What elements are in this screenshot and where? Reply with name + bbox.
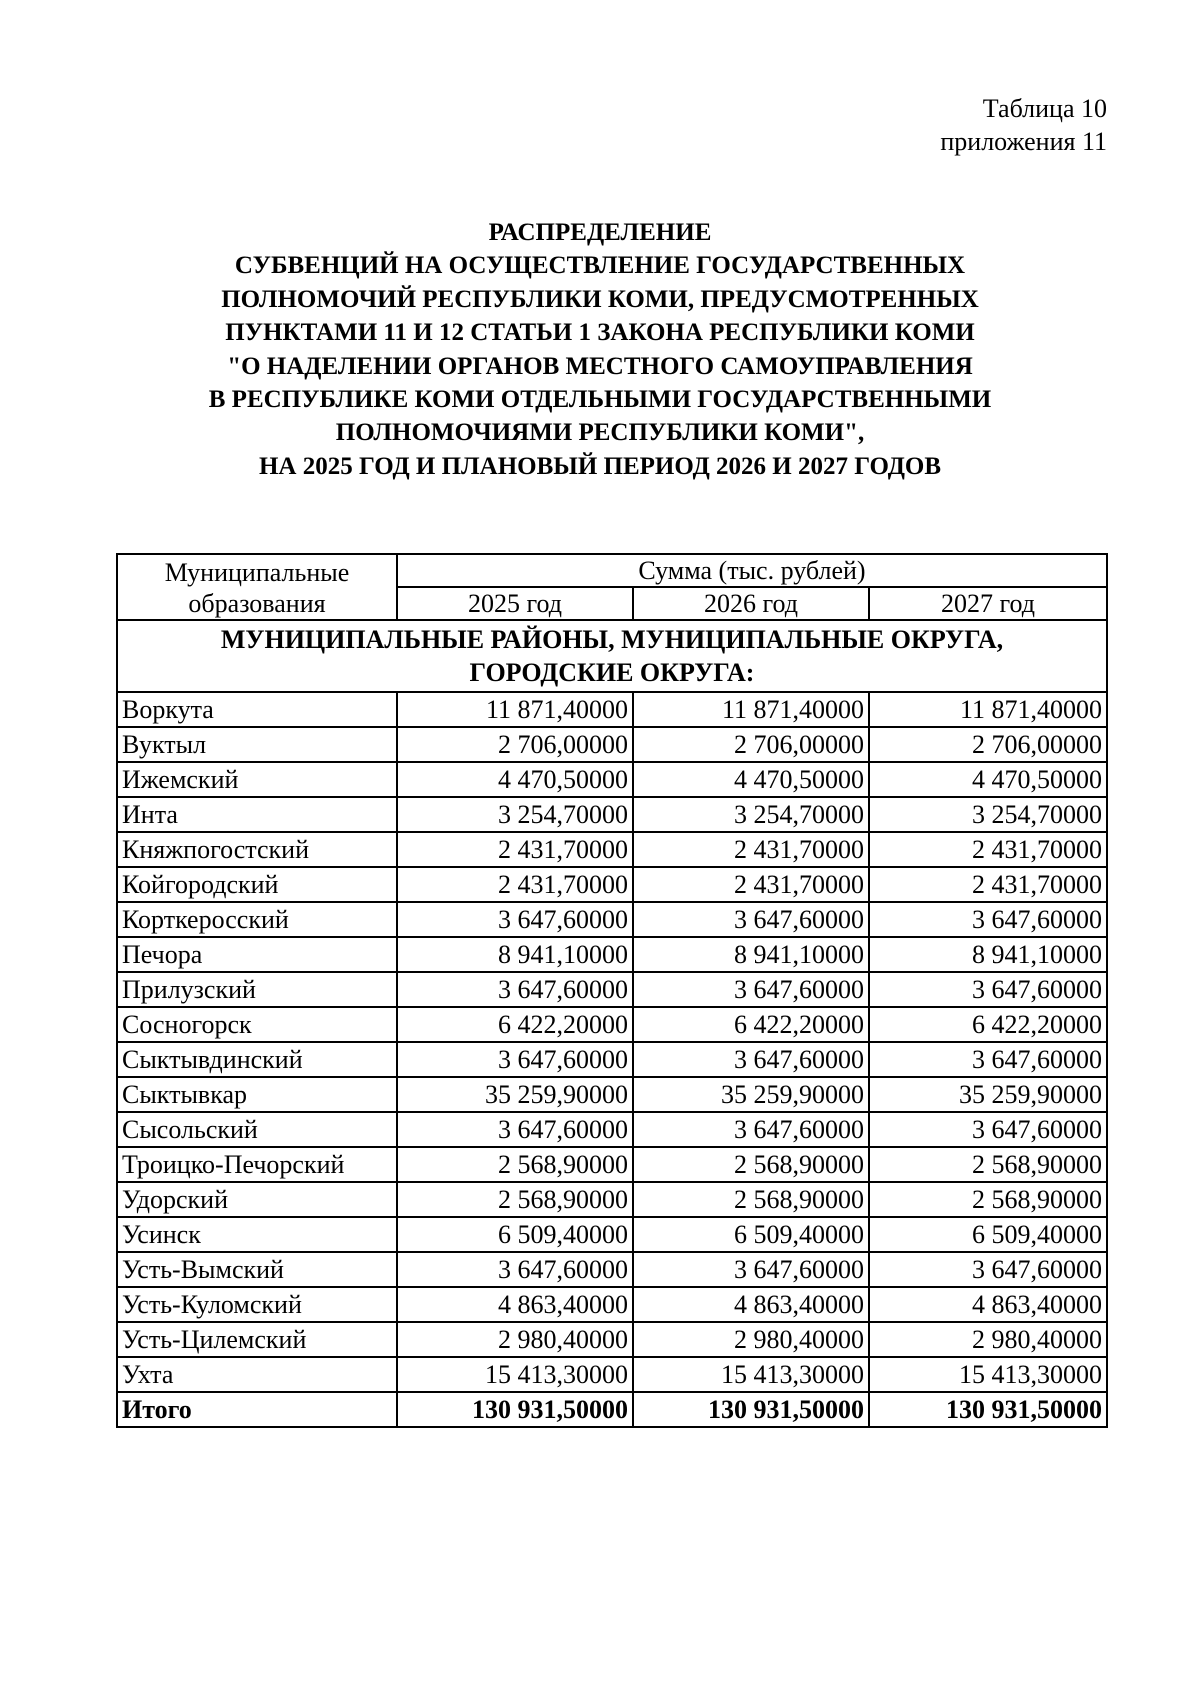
header-municipality-line2: образования xyxy=(188,589,326,618)
value-2025: 4 863,40000 xyxy=(397,1287,633,1322)
municipality-name: Троицко-Печорский xyxy=(117,1147,397,1182)
table-row xyxy=(117,1217,1107,1252)
title-line: "О НАДЕЛЕНИИ ОРГАНОВ МЕСТНОГО САМОУПРАВЛЕНИЯ xyxy=(227,352,973,380)
table-row xyxy=(117,727,1107,762)
value-2025: 35 259,90000 xyxy=(397,1077,633,1112)
table-row xyxy=(117,1182,1107,1217)
table-row xyxy=(117,1007,1107,1042)
value-2025: 8 941,10000 xyxy=(397,937,633,972)
municipality-name: Княжпогостский xyxy=(117,832,397,867)
value-2027: 4 470,50000 xyxy=(869,762,1107,797)
value-2026: 2 980,40000 xyxy=(633,1322,869,1357)
municipality-name: Сосногорск xyxy=(117,1007,397,1042)
municipality-name: Итого xyxy=(117,1392,397,1427)
value-2025: 11 871,40000 xyxy=(397,692,633,727)
municipality-name: Корткеросский xyxy=(117,902,397,937)
value-2026: 3 647,60000 xyxy=(633,1042,869,1077)
header-year-2025: 2025 год xyxy=(397,587,633,620)
value-2025: 2 568,90000 xyxy=(397,1182,633,1217)
municipality-name: Печора xyxy=(117,937,397,972)
value-2027: 2 431,70000 xyxy=(869,832,1107,867)
municipality-name: Удорский xyxy=(117,1182,397,1217)
header-municipality xyxy=(117,554,397,620)
value-2027: 3 647,60000 xyxy=(869,902,1107,937)
value-2025: 3 647,60000 xyxy=(397,972,633,1007)
value-2027: 6 422,20000 xyxy=(869,1007,1107,1042)
value-2025: 4 470,50000 xyxy=(397,762,633,797)
header-year-2027: 2027 год xyxy=(869,587,1107,620)
value-2026: 4 863,40000 xyxy=(633,1287,869,1322)
municipality-name: Вуктыл xyxy=(117,727,397,762)
value-2025: 2 431,70000 xyxy=(397,832,633,867)
title-line: В РЕСПУБЛИКЕ КОМИ ОТДЕЛЬНЫМИ ГОСУДАРСТВЕННЫМИ xyxy=(208,386,992,414)
value-2026: 130 931,50000 xyxy=(633,1392,869,1427)
value-2025: 3 647,60000 xyxy=(397,1252,633,1287)
value-2027: 4 863,40000 xyxy=(869,1287,1107,1322)
value-2026: 3 647,60000 xyxy=(633,972,869,1007)
value-2026: 3 254,70000 xyxy=(633,797,869,832)
value-2025: 3 647,60000 xyxy=(397,1042,633,1077)
table-row xyxy=(117,1322,1107,1357)
header-row xyxy=(117,554,1107,587)
value-2027: 2 431,70000 xyxy=(869,867,1107,902)
section-heading-line2: ГОРОДСКИЕ ОКРУГА: xyxy=(469,658,755,687)
value-2027: 6 509,40000 xyxy=(869,1217,1107,1252)
municipality-name: Ухта xyxy=(117,1357,397,1392)
value-2025: 2 706,00000 xyxy=(397,727,633,762)
header-sum: Сумма (тыс. рублей) xyxy=(397,554,1107,587)
value-2027: 2 568,90000 xyxy=(869,1182,1107,1217)
municipality-name: Инта xyxy=(117,797,397,832)
title-line: ПОЛНОМОЧИЙ РЕСПУБЛИКИ КОМИ, ПРЕДУСМОТРЕННЫХ xyxy=(221,285,979,313)
value-2025: 130 931,50000 xyxy=(397,1392,633,1427)
value-2026: 8 941,10000 xyxy=(633,937,869,972)
value-2026: 3 647,60000 xyxy=(633,902,869,937)
value-2026: 2 568,90000 xyxy=(633,1147,869,1182)
table-row xyxy=(117,1357,1107,1392)
title-line: РАСПРЕДЕЛЕНИЕ xyxy=(488,219,712,246)
municipality-name: Койгородский xyxy=(117,867,397,902)
table-row xyxy=(117,1077,1107,1112)
value-2025: 15 413,30000 xyxy=(397,1357,633,1392)
distribution-table xyxy=(116,553,1108,1428)
value-2026: 2 431,70000 xyxy=(633,867,869,902)
table-row xyxy=(117,1252,1107,1287)
value-2026: 2 431,70000 xyxy=(633,832,869,867)
value-2026: 11 871,40000 xyxy=(633,692,869,727)
municipality-name: Усть-Куломский xyxy=(117,1287,397,1322)
municipality-name: Сыктывдинский xyxy=(117,1042,397,1077)
table-row xyxy=(117,692,1107,727)
value-2026: 2 706,00000 xyxy=(633,727,869,762)
value-2027: 35 259,90000 xyxy=(869,1077,1107,1112)
table-row xyxy=(117,972,1107,1007)
table-row xyxy=(117,867,1107,902)
value-2027: 2 706,00000 xyxy=(869,727,1107,762)
value-2026: 3 647,60000 xyxy=(633,1252,869,1287)
value-2025: 3 254,70000 xyxy=(397,797,633,832)
table-row xyxy=(117,1042,1107,1077)
table-row xyxy=(117,937,1107,972)
municipality-name: Усинск xyxy=(117,1217,397,1252)
value-2026: 4 470,50000 xyxy=(633,762,869,797)
value-2025: 2 431,70000 xyxy=(397,867,633,902)
table-row xyxy=(117,1287,1107,1322)
value-2027: 130 931,50000 xyxy=(869,1392,1107,1427)
value-2027: 2 980,40000 xyxy=(869,1322,1107,1357)
municipality-name: Усть-Цилемский xyxy=(117,1322,397,1357)
value-2027: 3 647,60000 xyxy=(869,1112,1107,1147)
value-2025: 6 422,20000 xyxy=(397,1007,633,1042)
municipality-name: Прилузский xyxy=(117,972,397,1007)
value-2027: 3 647,60000 xyxy=(869,972,1107,1007)
title-line: ПОЛНОМОЧИЯМИ РЕСПУБЛИКИ КОМИ", xyxy=(335,419,865,447)
header-municipality-line1: Муниципальные xyxy=(164,558,350,587)
value-2025: 2 980,40000 xyxy=(397,1322,633,1357)
value-2025: 3 647,60000 xyxy=(397,1112,633,1147)
value-2027: 8 941,10000 xyxy=(869,937,1107,972)
value-2026: 15 413,30000 xyxy=(633,1357,869,1392)
value-2027: 11 871,40000 xyxy=(869,692,1107,727)
table-row xyxy=(117,1147,1107,1182)
value-2027: 2 568,90000 xyxy=(869,1147,1107,1182)
value-2025: 6 509,40000 xyxy=(397,1217,633,1252)
table-row xyxy=(117,762,1107,797)
section-heading-line1: МУНИЦИПАЛЬНЫЕ РАЙОНЫ, МУНИЦИПАЛЬНЫЕ ОКРУГА, xyxy=(220,625,1004,654)
total-row xyxy=(117,1392,1107,1427)
table-row xyxy=(117,832,1107,867)
value-2025: 2 568,90000 xyxy=(397,1147,633,1182)
municipality-name: Сыктывкар xyxy=(117,1077,397,1112)
value-2026: 6 509,40000 xyxy=(633,1217,869,1252)
value-2026: 3 647,60000 xyxy=(633,1112,869,1147)
value-2025: 3 647,60000 xyxy=(397,902,633,937)
table-row xyxy=(117,1112,1107,1147)
title-line: ПУНКТАМИ 11 И 12 СТАТЬИ 1 ЗАКОНА РЕСПУБЛИКИ КОМИ xyxy=(225,319,975,347)
municipality-name: Усть-Вымский xyxy=(117,1252,397,1287)
municipality-name: Воркута xyxy=(117,692,397,727)
municipality-name: Ижемский xyxy=(117,762,397,797)
value-2026: 6 422,20000 xyxy=(633,1007,869,1042)
section-row xyxy=(117,620,1107,692)
value-2027: 3 254,70000 xyxy=(869,797,1107,832)
document-title xyxy=(100,216,1100,483)
value-2026: 2 568,90000 xyxy=(633,1182,869,1217)
table-reference xyxy=(940,92,1107,158)
value-2026: 35 259,90000 xyxy=(633,1077,869,1112)
section-heading xyxy=(117,620,1107,692)
title-line: СУБВЕНЦИЙ НА ОСУЩЕСТВЛЕНИЕ ГОСУДАРСТВЕННЫХ xyxy=(234,252,966,280)
table-number: Таблица 10 xyxy=(982,94,1107,123)
table-row xyxy=(117,902,1107,937)
header-year-2026: 2026 год xyxy=(633,587,869,620)
title-line: НА 2025 ГОД И ПЛАНОВЫЙ ПЕРИОД 2026 И 2027 ГОДОВ xyxy=(258,452,942,480)
municipality-name: Сысольский xyxy=(117,1112,397,1147)
value-2027: 3 647,60000 xyxy=(869,1042,1107,1077)
appendix-number: приложения 11 xyxy=(940,127,1107,156)
table-row xyxy=(117,797,1107,832)
value-2027: 3 647,60000 xyxy=(869,1252,1107,1287)
value-2027: 15 413,30000 xyxy=(869,1357,1107,1392)
